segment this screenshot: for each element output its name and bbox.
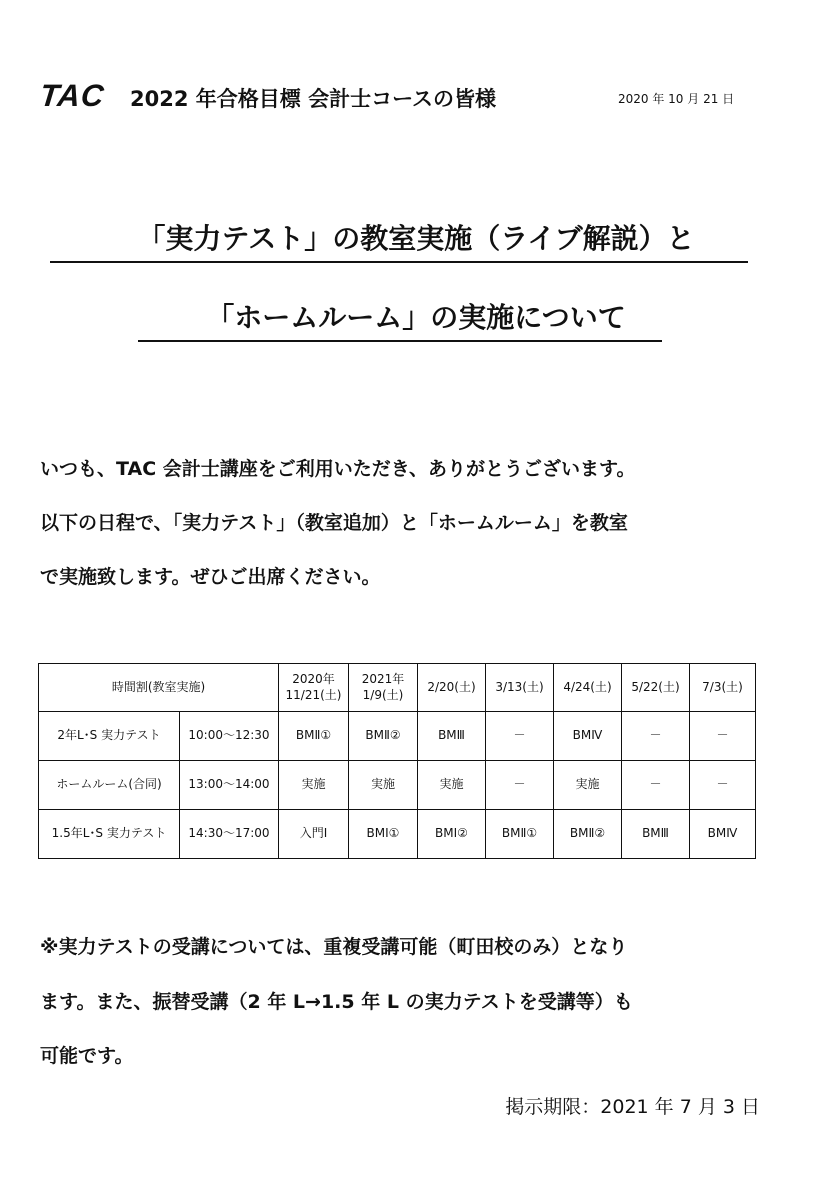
row-name: 1.5年L･S 実力テスト: [39, 810, 180, 859]
schedule-cell: 実施: [279, 761, 349, 810]
date-header: 5/22(土): [622, 664, 690, 712]
row-name: ホームルーム(合同): [39, 761, 180, 810]
row-time: 10:00～12:30: [180, 712, 279, 761]
row-name: 2年L･S 実力テスト: [39, 712, 180, 761]
table-row: [39, 810, 756, 859]
date-header: 3/13(土): [486, 664, 554, 712]
table-row: [39, 712, 756, 761]
schedule-cell: BMⅡ②: [554, 810, 622, 859]
date-header: 2020年 11/21(土): [279, 664, 349, 712]
notice-date: 2020 年 10 月 21 日: [618, 92, 735, 106]
date-header: 2/20(土): [418, 664, 486, 712]
row-time: 14:30～17:00: [180, 810, 279, 859]
intro-line-1: いつも、TAC 会計士講座をご利用いただき、ありがとうございます。: [40, 458, 636, 480]
schedule-cell: BMⅠ①: [349, 810, 418, 859]
note-line-2: ます。また、振替受講（2 年 L→1.5 年 L の実力テストを受講等）も: [40, 991, 633, 1013]
schedule-cell: －: [622, 712, 690, 761]
note-line-3: 可能です。: [40, 1045, 134, 1067]
schedule-cell: BMⅡ①: [486, 810, 554, 859]
schedule-cell: BMⅡ①: [279, 712, 349, 761]
date-header: 4/24(土): [554, 664, 622, 712]
page-title-line-2: 「ホームルーム」の実施について: [206, 301, 626, 334]
intro-line-3: で実施致します。ぜひご出席ください。: [40, 566, 381, 588]
page-title-line-1: 「実力テスト」の教室実施（ライブ解説）と: [137, 222, 695, 255]
schedule-cell: BMⅠ②: [418, 810, 486, 859]
posting-deadline: 掲示期限：2021 年 7 月 3 日: [505, 1096, 760, 1118]
title-underline-1: [50, 261, 748, 263]
date-header: 2021年 1/9(土): [349, 664, 418, 712]
schedule-cell: BMⅣ: [690, 810, 756, 859]
title-underline-2: [138, 340, 662, 342]
header-title: 2022 年合格目標 会計士コースの皆様: [130, 87, 497, 111]
schedule-cell: BMⅡ②: [349, 712, 418, 761]
note-line-1: ※実力テストの受講については、重複受講可能（町田校のみ）となり: [40, 936, 628, 958]
schedule-cell: BMⅣ: [554, 712, 622, 761]
schedule-cell: BMⅢ: [418, 712, 486, 761]
schedule-table: [38, 663, 756, 859]
schedule-cell: －: [486, 761, 554, 810]
table-row: [39, 761, 756, 810]
date-header: 7/3(土): [690, 664, 756, 712]
schedule-cell: －: [622, 761, 690, 810]
intro-line-2: 以下の日程で、「実力テスト」（教室追加）と「ホームルーム」を教室: [40, 512, 628, 534]
schedule-header-row: [39, 664, 756, 712]
schedule-cell: BMⅢ: [622, 810, 690, 859]
schedule-cell: 実施: [554, 761, 622, 810]
schedule-cell: －: [690, 761, 756, 810]
schedule-cell: －: [486, 712, 554, 761]
schedule-cell: 実施: [349, 761, 418, 810]
row-time: 13:00～14:00: [180, 761, 279, 810]
tac-logo: TAC: [38, 78, 107, 113]
schedule-corner-header: 時間割(教室実施): [39, 664, 279, 712]
schedule-cell: 実施: [418, 761, 486, 810]
header: [40, 78, 800, 118]
schedule-cell: 入門Ⅰ: [279, 810, 349, 859]
schedule-cell: －: [690, 712, 756, 761]
